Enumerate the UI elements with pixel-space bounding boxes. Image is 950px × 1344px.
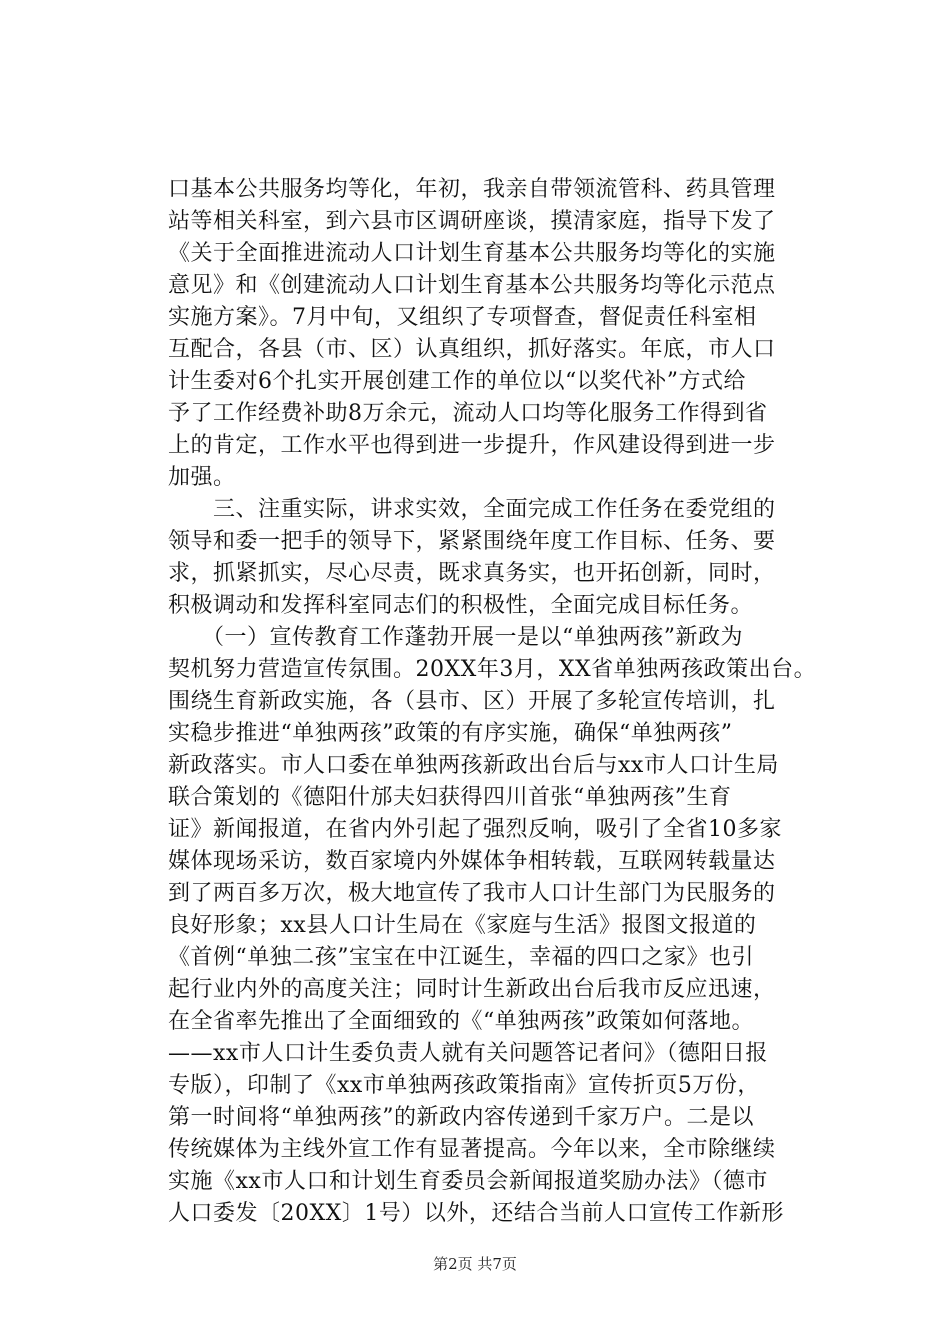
text-line: 口基本公共服务均等化，年初，我亲自带领流管科、药具管理	[168, 177, 776, 202]
text-line: 第一时间将“单独两孩”的新政内容传递到千家万户。二是以	[168, 1105, 754, 1130]
text-line: 实施方案》。7月中旬，又组织了专项督查，督促责任科室相	[168, 305, 757, 330]
text-line: 围绕生育新政实施，各（县市、区）开展了多轮宣传培训，扎	[168, 689, 776, 714]
text-line: 实施《xx市人口和计划生育委员会新闻报道奖励办法》（德市	[168, 1169, 768, 1194]
text-line: 上的肯定，工作水平也得到进一步提升，作风建设得到进一步	[168, 433, 776, 458]
text-line: 良好形象；xx县人口计生局在《家庭与生活》报图文报道的	[168, 913, 757, 938]
text-line: 媒体现场采访，数百家境内外媒体争相转载，互联网转载量达	[168, 849, 776, 874]
text-line: 领导和委一把手的领导下，紧紧围绕年度工作目标、任务、要	[168, 529, 776, 554]
text-line: 《关于全面推进流动人口计划生育基本公共服务均等化的实施	[168, 241, 776, 266]
text-line: 证》新闻报道，在省内外引起了强烈反响，吸引了全省10多家	[168, 817, 782, 842]
text-line: 互配合，各县（市、区）认真组织，抓好落实。年底，市人口	[168, 337, 776, 362]
text-line: 予了工作经费补助8万余元，流动人口均等化服务工作得到省	[168, 401, 768, 426]
text-line: 在全省率先推出了全面细致的《“单独两孩”政策如何落地。	[168, 1009, 754, 1034]
body-text	[168, 174, 868, 1230]
text-line: 《首例“单独二孩”宝宝在中江诞生，幸福的四口之家》也引	[168, 945, 754, 970]
text-line: 意见》和《创建流动人口计划生育基本公共服务均等化示范点	[168, 273, 776, 298]
text-line: （一）宣传教育工作蓬勃开展一是以“单独两孩”新政为	[168, 625, 743, 650]
text-line: 到了两百多万次，极大地宣传了我市人口计生部门为民服务的	[168, 881, 776, 906]
page-footer: 第2页 共7页	[433, 1255, 517, 1273]
text-line: 加强。	[168, 465, 236, 490]
text-line: 实稳步推进“单独两孩”政策的有序实施，确保“单独两孩”	[168, 721, 733, 746]
text-line: 积极调动和发挥科室同志们的积极性，全面完成目标任务。	[168, 593, 754, 618]
text-line: 契机努力营造宣传氛围。20XX年3月，XX省单独两孩政策出台。	[168, 657, 817, 682]
text-line: 站等相关科室，到六县市区调研座谈，摸清家庭，指导下发了	[168, 209, 776, 234]
text-line: 传统媒体为主线外宣工作有显著提高。今年以来，全市除继续	[168, 1137, 776, 1162]
text-line: 求，抓紧抓实，尽心尽责，既求真务实，也开拓创新，同时，	[168, 561, 776, 586]
text-line: 起行业内外的高度关注；同时计生新政出台后我市反应迅速，	[168, 977, 776, 1002]
text-line: 人口委发〔20XX〕1号）以外，还结合当前人口宣传工作新形	[168, 1201, 784, 1226]
text-line: 计生委对6个扎实开展创建工作的单位以“以奖代补”方式给	[168, 369, 746, 394]
text-line: 三、注重实际，讲求实效，全面完成工作任务在委党组的	[168, 497, 776, 522]
text-line: 专版），印制了《xx市单独两孩政策指南》宣传折页5万份，	[168, 1073, 760, 1098]
text-line: 新政落实。市人口委在单独两孩新政出台后与xx市人口计生局	[168, 753, 779, 778]
text-line: 联合策划的《德阳什邡夫妇获得四川首张“单独两孩”生育	[168, 785, 732, 810]
text-line: ——xx市人口计生委负责人就有关问题答记者问》（德阳日报	[168, 1041, 768, 1066]
